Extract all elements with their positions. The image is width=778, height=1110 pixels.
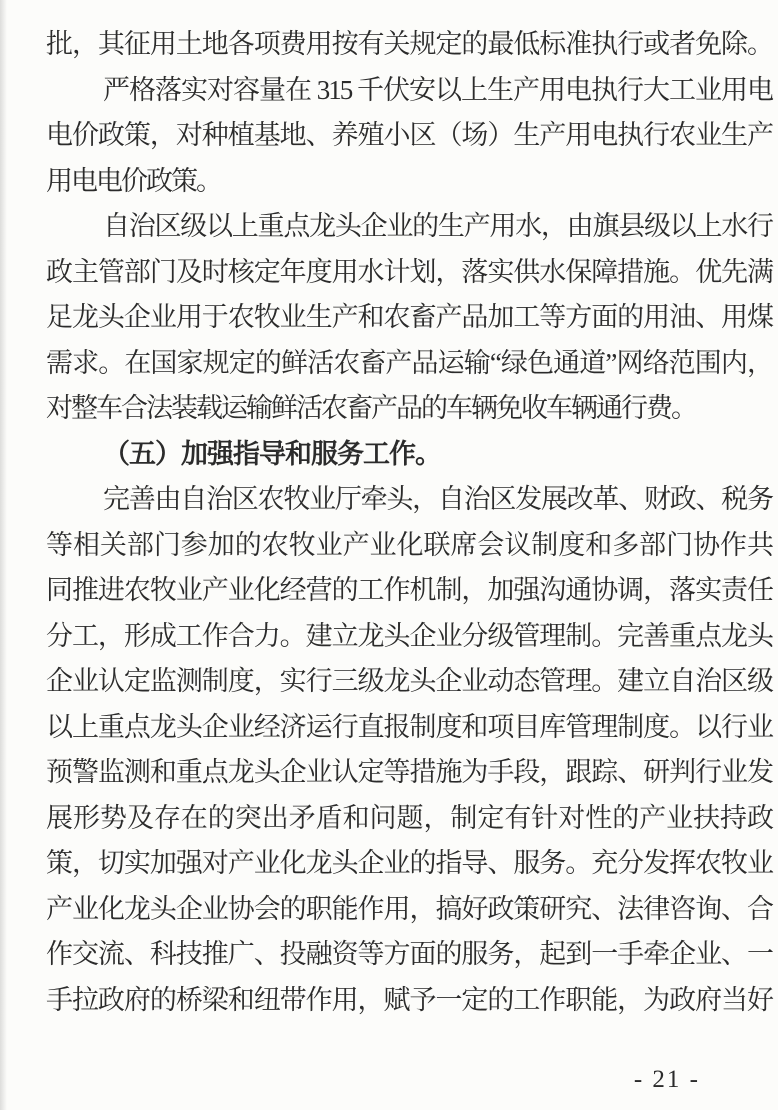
text-line: 策，切实加强对产业化龙头企业的指导、服务。充分发挥农牧业 xyxy=(46,848,772,878)
text-line: 对整车合法装载运输鲜活农畜产品的车辆免收车辆通行费。 xyxy=(46,393,696,423)
page-number: - 21 - xyxy=(633,1066,700,1093)
text-line: 分工，形成工作合力。建立龙头企业分级管理制。完善重点龙头 xyxy=(46,620,772,651)
text-line: 严格落实对容量在 315 千伏安以上生产用电执行大工业用电 xyxy=(103,74,772,105)
text-line: 电价政策，对种植基地、养殖小区（场）生产用电执行农业生产 xyxy=(46,120,772,150)
text-line: 足龙头企业用于农牧业生产和农畜产品加工等方面的用油、用煤 xyxy=(46,302,772,332)
text-line: 完善由自治区农牧业厅牵头，自治区发展改革、财政、税务 xyxy=(103,484,772,514)
text-line: 同推进农牧业产业化经营的工作机制，加强沟通协调，落实责任 xyxy=(46,575,772,605)
text-block xyxy=(46,22,772,1023)
text-line: 自治区级以上重点龙头企业的生产用水，由旗县级以上水行 xyxy=(103,211,772,241)
text-line: 政主管部门及时核定年度用水计划，落实供水保障措施。优先满 xyxy=(46,256,772,287)
scan-edge-shadow xyxy=(0,0,7,1110)
text-line: 作交流、科技推广、投融资等方面的服务，起到一手牵企业、一 xyxy=(46,939,772,969)
text-line: 等相关部门参加的农牧业产业化联席会议制度和多部门协作共 xyxy=(46,529,772,560)
text-line: 预警监测和重点龙头企业认定等措施为手段，跟踪、研判行业发 xyxy=(46,757,772,787)
text-line: 用电电价政策。 xyxy=(46,165,221,196)
text-line: 产业化龙头企业协会的职能作用，搞好政策研究、法律咨询、合 xyxy=(46,893,772,924)
text-line: 需求。在国家规定的鲜活农畜产品运输“绿色通道”网络范围内， xyxy=(46,347,772,378)
text-line: （五）加强指导和服务工作。 xyxy=(103,438,441,469)
text-line: 手拉政府的桥梁和纽带作用，赋予一定的工作职能，为政府当好 xyxy=(46,984,772,1015)
text-line: 展形势及存在的突出矛盾和问题，制定有针对性的产业扶持政 xyxy=(46,802,772,833)
text-line: 批，其征用土地各项费用按有关规定的最低标准执行或者免除。 xyxy=(46,29,772,59)
text-line: 以上重点龙头企业经济运行直报制度和项目库管理制度。以行业 xyxy=(46,711,772,742)
text-line: 企业认定监测制度，实行三级龙头企业动态管理。建立自治区级 xyxy=(46,666,772,696)
